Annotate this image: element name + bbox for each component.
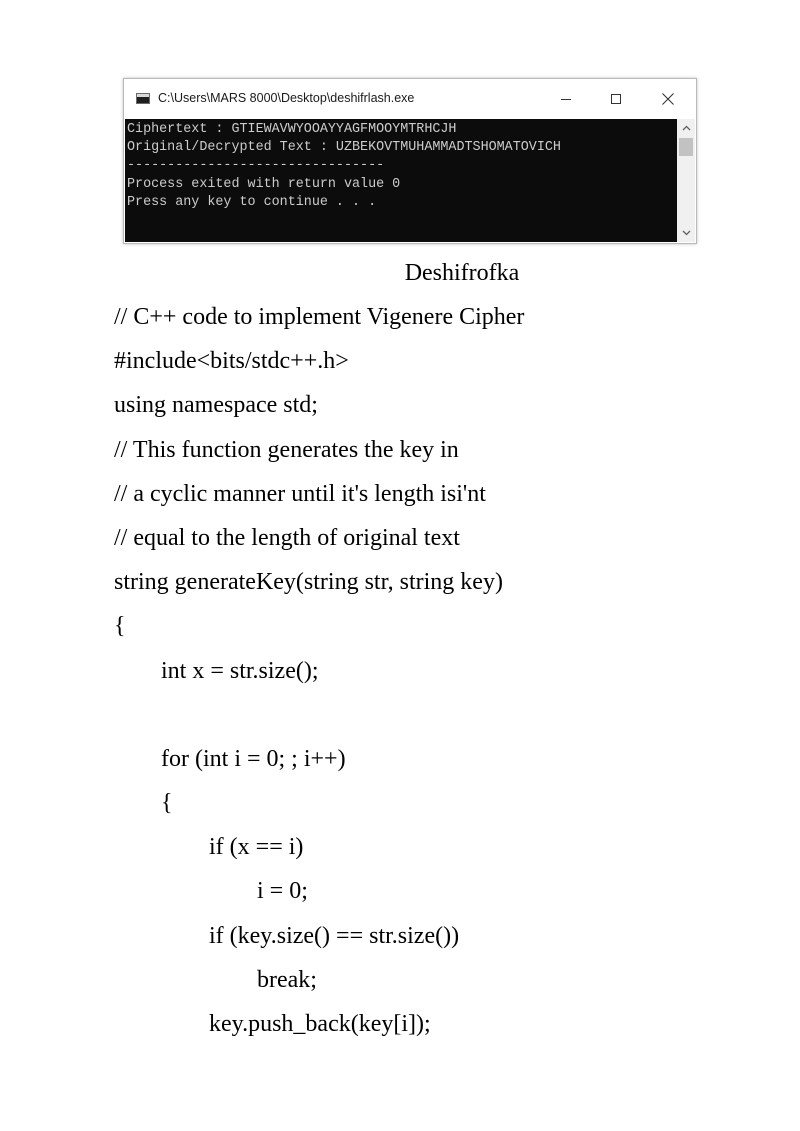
window-titlebar[interactable] [124, 79, 696, 119]
code-line: int x = str.size(); [161, 657, 319, 684]
code-line: using namespace std; [114, 392, 318, 419]
code-line: { [161, 790, 173, 817]
minimize-icon [560, 93, 572, 105]
code-line: // C++ code to implement Vigenere Cipher [114, 304, 525, 330]
console-line-ciphertext: Ciphertext : GTIEWAVWYOOAYYAGFMOOYMTRHCJH [127, 122, 457, 137]
vertical-scrollbar[interactable] [677, 119, 695, 242]
console-line-decrypted: Original/Decrypted Text : UZBEKOVTMUHAMMADTSHOMATOVICH [127, 140, 561, 156]
code-line: if (x == i) [209, 834, 304, 861]
console-window [123, 78, 697, 244]
code-listing [114, 302, 524, 1053]
console-app-icon [136, 93, 150, 104]
maximize-button[interactable] [596, 85, 636, 113]
scroll-thumb[interactable] [679, 138, 693, 156]
code-line: break; [257, 966, 317, 993]
minimize-button[interactable] [546, 85, 586, 113]
maximize-icon [610, 93, 622, 105]
console-line-exit-status: Process exited with return value 0 [127, 176, 401, 192]
code-line: #include<bits/stdc++.h> [114, 348, 349, 375]
code-line: i = 0; [257, 878, 308, 905]
code-line: { [114, 613, 126, 640]
close-button[interactable] [648, 85, 688, 113]
console-output-area[interactable] [125, 119, 695, 242]
console-line-separator: -------------------------------- [127, 158, 385, 174]
code-line: string generateKey(string str, string key) [114, 569, 503, 596]
code-line: if (key.size() == str.size()) [209, 922, 460, 949]
code-line-blank [114, 700, 524, 744]
code-line: // equal to the length of original text [114, 524, 460, 551]
code-line: // This function generates the key in [114, 436, 459, 463]
chevron-down-icon [682, 230, 691, 236]
document-heading: Deshifrofka [404, 260, 520, 286]
console-line-press-key: Press any key to continue . . . [127, 194, 377, 210]
window-title: C:\Users\MARS 8000\Desktop\deshifrlash.exe [158, 91, 415, 105]
code-line: // a cyclic manner until it's length isi'nt [114, 480, 486, 507]
scroll-up-button[interactable] [677, 119, 695, 137]
console-output [127, 121, 673, 212]
scroll-down-button[interactable] [677, 224, 695, 242]
code-line: for (int i = 0; ; i++) [161, 745, 346, 772]
chevron-up-icon [682, 125, 691, 131]
close-icon [661, 92, 675, 106]
code-line: key.push_back(key[i]); [209, 1011, 431, 1037]
